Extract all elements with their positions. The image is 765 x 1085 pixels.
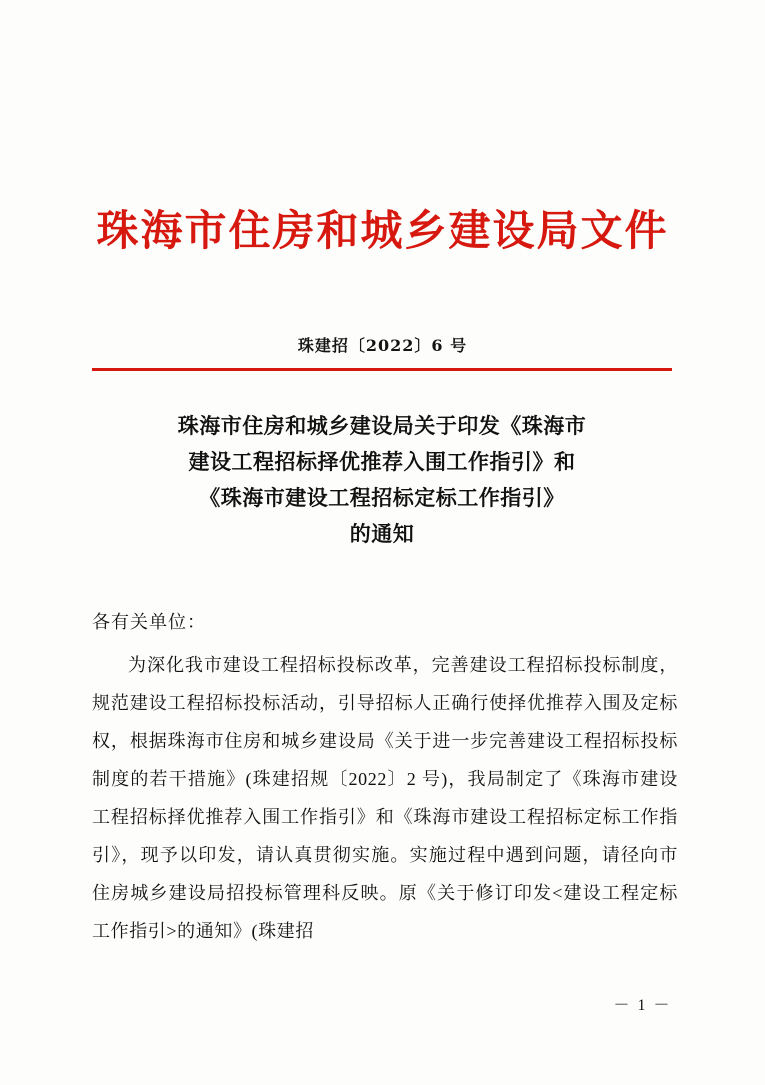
issuing-authority-title: 珠海市住房和城乡建设局文件: [96, 206, 669, 255]
document-title: [92, 408, 672, 552]
document-title-line-3: 《珠海市建设工程招标定标工作指引》: [199, 485, 565, 510]
document-title-line-4: 的通知: [349, 521, 415, 546]
body-paragraph-1: 为深化我市建设工程招标投标改革，完善建设工程招标投标制度，规范建设工程招标投标活动，引导招标人正确行使择优推荐入围及定标权，根据珠海市住房和城乡建设局《关于进一步完善建设工程招标投标制度的若干措施》(珠建招规〔2022〕2 号)，我局制定了《珠海市建设工程招标择优推荐入围工作指引》和《珠海市建设工程招标定标工作指引》，现予以印发，请认真贯彻实施。实施过程中遇到问题，请径向市住房城乡建设局招投标管理科反映。原《关于修订印发<建设工程定标工作指引>的通知》(珠建招: [92, 655, 678, 941]
document-title-line-1: 珠海市住房和城乡建设局关于印发《珠海市: [177, 413, 587, 438]
red-divider-rule: [92, 368, 672, 371]
page-number: － 1 －: [613, 997, 672, 1014]
document-body: [92, 646, 678, 950]
document-header: [0, 205, 765, 258]
document-number: 珠建招〔2022〕6 号: [297, 336, 468, 355]
document-title-line-2: 建设工程招标择优推荐入围工作指引》和: [188, 449, 576, 474]
salutation: 各有关单位：: [92, 612, 206, 632]
